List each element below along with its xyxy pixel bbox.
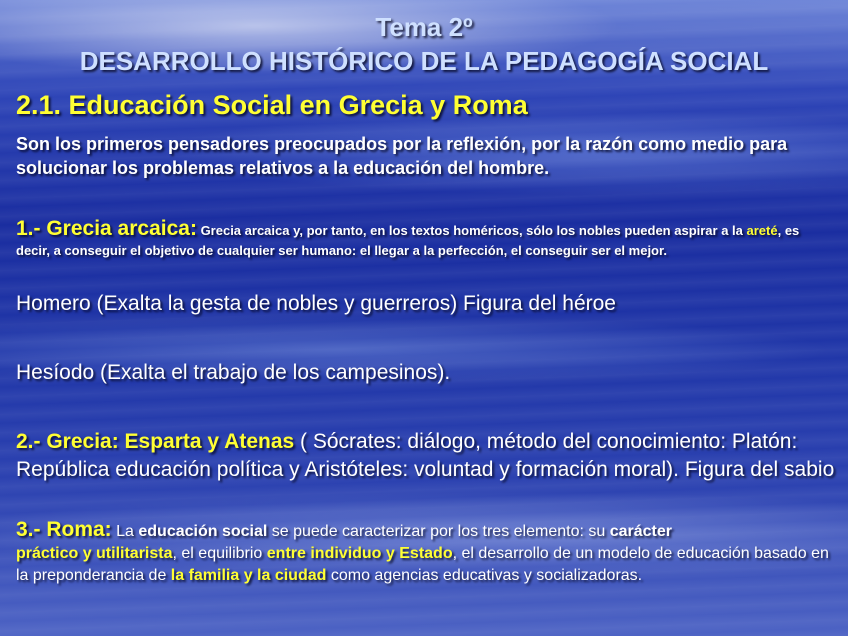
roma-text-1: La [111,523,139,540]
roma-highlight-2: entre individuo y Estado [266,545,453,562]
roma-text-2: se puede caracterizar por los tres elemento: su [267,523,610,540]
esparta-atenas-text: ( Sócrates: diálogo, método del conocimiento: Platón: República educación política y Aristóteles: voluntad y formación moral). Figura del sabio [16,430,835,481]
grecia-arcaica-label: 1.- Grecia arcaica: [16,217,197,240]
esparta-atenas-paragraph [16,428,836,484]
esparta-atenas-label: 2.- Grecia: Esparta y Atenas [16,430,295,453]
arete-highlight: areté [746,223,778,238]
grecia-arcaica-paragraph [16,219,836,261]
hesiodo-line: Hesíodo (Exalta el trabajo de los campesinos). [16,361,451,384]
homero-line: Homero (Exalta la gesta de nobles y guerreros) Figura del héroe [16,292,616,315]
grecia-arcaica-text-before: Grecia arcaica y, por tanto, en los textos homéricos, sólo los nobles pueden aspirar a la [196,223,747,238]
section-heading: 2.1. Educación Social en Grecia y Roma [16,90,528,120]
roma-text-5: como agencias educativas y socializadoras. [326,567,643,584]
intro-paragraph: Son los primeros pensadores preocupados por la reflexión, por la razón como medio para solucionar los problemas relativos a la educación del hombre. [16,134,788,178]
roma-paragraph [16,519,836,587]
roma-text-4: , el desarrollo de un modelo de educación basado en la preponderancia de [16,545,829,584]
roma-bold-1: educación social [138,523,268,540]
roma-highlight-3: la familia y la ciudad [170,567,327,584]
title-line-2: DESARROLLO HISTÓRICO DE LA PEDAGOGÍA SOCIAL [79,46,769,76]
slide-title [0,10,848,78]
roma-text-3: , el equilibrio [172,545,267,562]
roma-bold-2: carácter [609,523,672,540]
roma-highlight-1: práctico y utilitarista [16,545,173,562]
grecia-arcaica-text-after: , es decir, a conseguir el objetivo de cualquier ser humano: el llegar a la perfección, el conseguir ser el mejor. [16,223,800,258]
roma-label: 3.- Roma: [16,518,112,541]
title-line-1: Tema 2º [375,12,473,42]
